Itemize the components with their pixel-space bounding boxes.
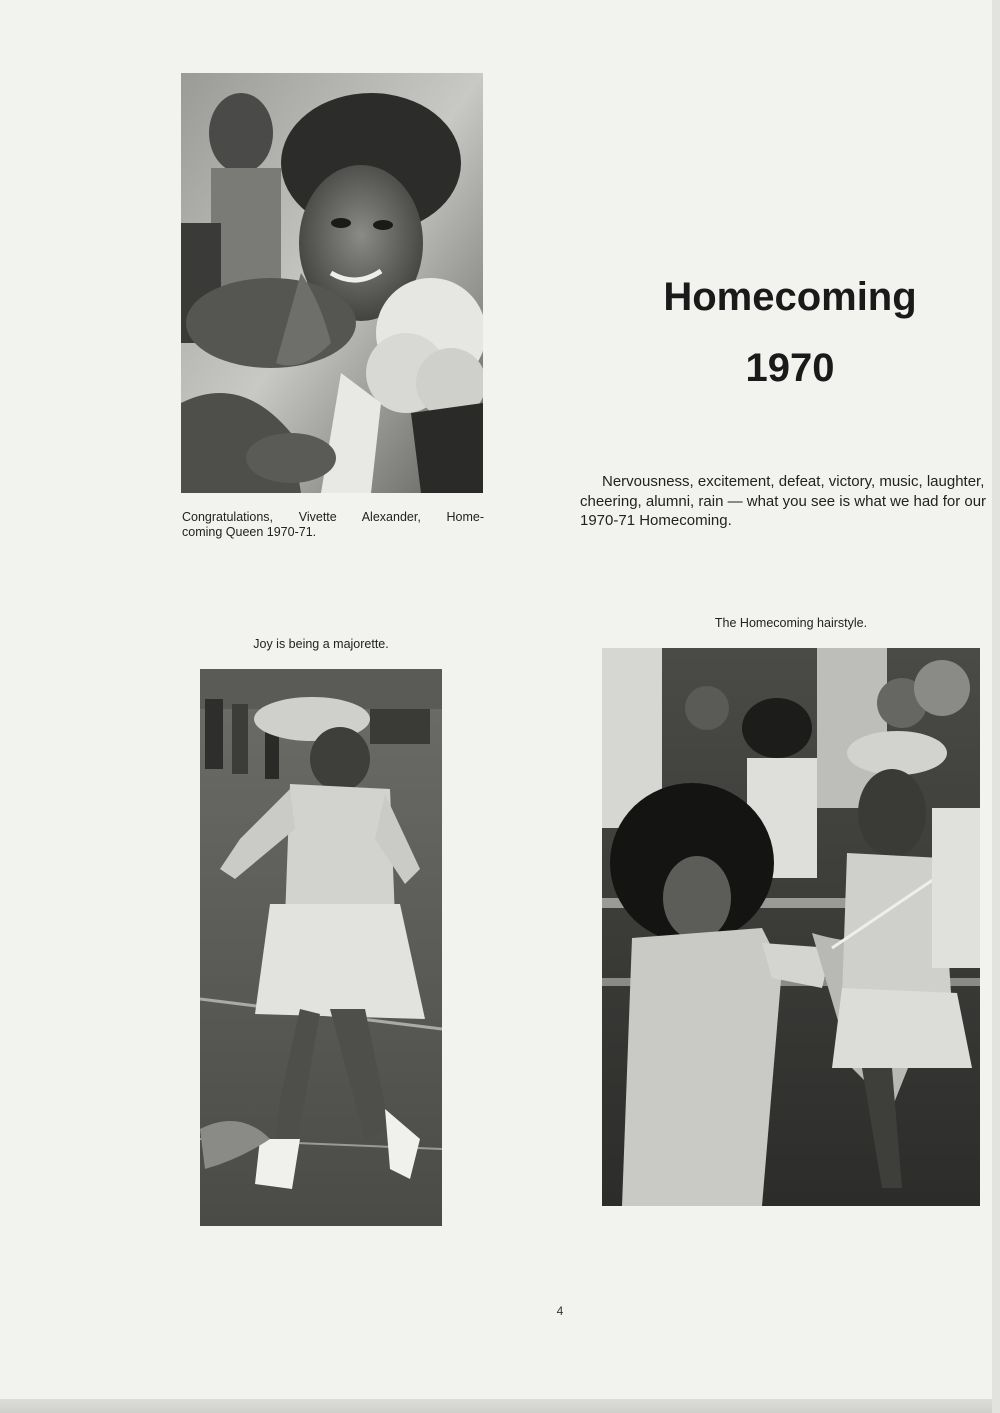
page-number: 4	[556, 1304, 564, 1318]
intro-paragraph	[580, 472, 1000, 536]
intro-line-3: 1970-71 Homecoming.	[580, 512, 732, 529]
queen-photo	[181, 73, 483, 493]
page-title-year: 1970	[745, 346, 835, 390]
hairstyle-photo	[602, 648, 980, 1206]
majorette-caption: Joy is being a majorette.	[253, 637, 389, 651]
queen-caption-line-1: Congratulations, Vivette Alexander, Home-	[182, 510, 484, 524]
intro-line-1: Nervousness, excitement, defeat, victory, music, laughter,	[602, 473, 985, 490]
page-title: Homecoming	[663, 275, 917, 319]
bottom-edge-strip	[0, 1399, 1000, 1413]
majorette-photo	[200, 669, 442, 1226]
queen-caption-line-2: coming Queen 1970-71.	[182, 525, 317, 539]
queen-caption	[182, 510, 484, 540]
hairstyle-caption: The Homecoming hairstyle.	[714, 616, 868, 630]
intro-line-2: cheering, alumni, rain — what you see is what we had for our	[580, 492, 987, 510]
